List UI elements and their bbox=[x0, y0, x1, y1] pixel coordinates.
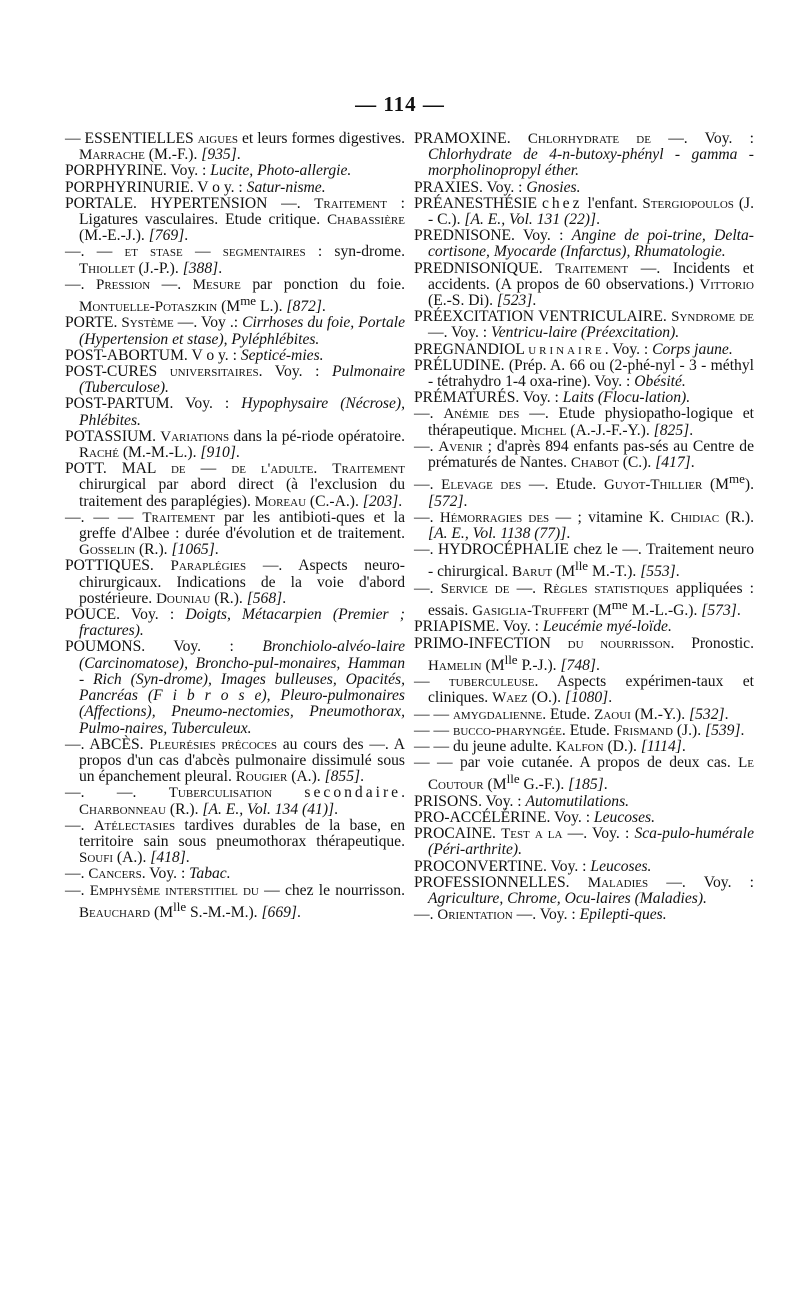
index-entry: —. Pression —. Mesure par ponction du foie. Montuelle-Potaszkin ($M^{me}$ L.). [872]. bbox=[65, 275, 405, 316]
index-entry: — ESSENTIELLES aigues et leurs formes digestives. Marrache (M.-F.). [935]. bbox=[65, 130, 405, 164]
index-column-right bbox=[414, 131, 754, 923]
index-entry: PRIAPISME. Voy. : Leucémie myé-loïde. bbox=[414, 618, 672, 636]
index-entry: POTTIQUES. Paraplégies —. Aspects neuro-chirurgicaux. Indications de la voie d'abord postérieure. Douniau (R.). [568]. bbox=[65, 557, 405, 607]
index-entry: PRAMOXINE. Chlorhydrate de —. Voy. : Chlorhydrate de 4-n-butoxy-phényl - gamma - morpholinopropyl éther. bbox=[414, 130, 755, 180]
index-entry: PORPHYRINURIE. V o y. : Satur-nisme. bbox=[65, 178, 326, 196]
index-entry: — tuberculeuse. Aspects expérimen-taux et cliniques. Waez (O.). [1080]. bbox=[414, 673, 754, 707]
index-entry: PROCONVERTINE. Voy. : Leucoses. bbox=[414, 857, 652, 875]
index-entry: —. Hémorragies des — ; vitamine K. Chidiac (R.). [A. E., Vol. 1138 (77)]. bbox=[414, 508, 754, 543]
index-entry: PRISONS. Voy. : Automutilations. bbox=[414, 792, 630, 810]
index-entry: POST-PARTUM. Voy. : Hypophysaire (Nécrose), Phlébites. bbox=[65, 395, 405, 429]
index-entry: —. HYDROCÉPHALIE chez le —. Traitement neuro - chirurgical. Barut ($M^{lle}$ M.-T.). [553]. bbox=[414, 541, 754, 581]
index-entry: PREDNISONIQUE. Traitement —. Incidents et accidents. (A propos de 60 observations.) Vittorio (E.-S. Di). [523]. bbox=[414, 259, 754, 310]
index-entry: — — bucco-pharyngée. Etude. Frismand (J.). [539]. bbox=[414, 721, 745, 739]
index-entry: PRO-ACCÉLÉRINE. Voy. : Leucoses. bbox=[414, 809, 655, 827]
index-entry: PROFESSIONNELLES. Maladies —. Voy. : Agriculture, Chrome, Ocu-laires (Maladies). bbox=[414, 873, 754, 908]
index-entry: —. — et stase — segmentaires : syn-drome. Thiollet (J.-P.). [388]. bbox=[65, 243, 405, 277]
index-entry: —. Elevage des —. Etude. Guyot-Thillier $(M^{me})$. [572]. bbox=[414, 471, 755, 510]
index-entry: —. Orientation —. Voy. : Epilepti-ques. bbox=[414, 906, 667, 924]
index-entry: POUMONS. Voy. : Bronchiolo-alvéo-laire (Carcinomatose), Broncho-pul-monaires, Hamman - Rich (Syn-drome), Images bulleuses, Opacités, Pancréas (F i b r o s e), Pleuro-pulmonaires (Affections), Pneumo-nectomies, Pneumothorax, Pulmo-naires, Tuberculeux. bbox=[65, 638, 405, 737]
index-entry: PROCAINE. Test a la —. Voy. : Sca-pulo-humérale (Péri-arthrite). bbox=[414, 825, 754, 859]
index-entry: —. Service de —. Règles statistiques appliquées : essais. Gasiglia-Truffert ($M^{me}$ M.-L.-G.). [573]. bbox=[414, 579, 754, 620]
index-entry: —. Avenir ; d'après 894 enfants pas-sés au Centre de prématurés de Nantes. Chabot (C.). [417]. bbox=[414, 437, 754, 472]
index-entry: — — par voie cutanée. A propos de deux cas. Le Coutour ($M^{lle}$ G.-F.). [185]. bbox=[414, 754, 754, 794]
index-entry: PRÉANESTHÉSIE chez l'enfant. Stergiopoulos (J. - C.). [A. E., Vol. 131 (22)]. bbox=[414, 194, 754, 229]
index-entry: PORPHYRINE. Voy. : Lucite, Photo-allergie. bbox=[65, 162, 352, 180]
index-entry: —. Anémie des —. Etude physiopatho-logique et thérapeutique. Michel (A.-J.-F.-Y.). [825]. bbox=[414, 405, 754, 439]
index-entry: POUCE. Voy. : Doigts, Métacarpien (Premier ; fractures). bbox=[65, 606, 406, 640]
index-entry: POTASSIUM. Variations dans la pé-riode opératoire. Raché (M.-M.-L.). [910]. bbox=[65, 427, 405, 462]
page-number: — 114 — bbox=[355, 92, 445, 116]
index-entry: —. —. Tuberculisation secondaire. Charbonneau (R.). [A. E., Vol. 134 (41)]. bbox=[65, 784, 405, 818]
index-entry: —. Emphysème interstitiel du — chez le nourrisson. Beauchard ($M^{lle}$ S.-M.-M.). [669]. bbox=[65, 881, 405, 921]
index-entry: —. Atélectasies tardives durables de la base, en territoire sain sous pneumothorax thérapeutique. Soufi (A.). [418]. bbox=[65, 816, 405, 867]
index-entry: PRAXIES. Voy. : Gnosies. bbox=[414, 178, 581, 196]
index-entry: PRIMO-INFECTION du nourrisson. Pronostic. Hamelin ($M^{lle}$ P.-J.). [748]. bbox=[414, 634, 754, 675]
index-entry: —. Cancers. Voy. : Tabac. bbox=[65, 865, 231, 883]
index-entry: —. — — Traitement par les antibioti-ques et la greffe d'Albee : durée d'évolution et de traitement. Gosselin (R.). [1065]. bbox=[65, 508, 406, 559]
index-entry: POST-ABORTUM. V o y. : Septicé-mies. bbox=[65, 346, 324, 364]
index-entry: —. ABCÈS. Pleurésies précoces au cours des —. A propos d'un cas d'abcès pulmonaire dissimulé sous un épanchement pleural. Rougier (A.). [855]. bbox=[65, 735, 405, 786]
index-entry: — — du jeune adulte. Kalfon (D.). [1114]. bbox=[414, 738, 686, 756]
index-entry: PRÉEXCITATION VENTRICULAIRE. Syndrome de —. Voy. : Ventricu-laire (Préexcitation). bbox=[414, 308, 754, 342]
index-entry: — — amygdalienne. Etude. Zaoui (M.-Y.). [532]. bbox=[414, 705, 729, 723]
index-entry: PRÉLUDINE. (Prép. A. 66 ou (2-phé-nyl - 3 - méthyl - tétrahydro 1-4 oxa-rine). Voy. : Obésité. bbox=[414, 356, 754, 391]
index-entry: PREDNISONE. Voy. : Angine de poi-trine, Delta-cortisone, Myocarde (Infarctus), Rhumatologie. bbox=[414, 227, 754, 261]
index-entry: PREGNANDIOL urinaire. Voy. : Corps jaune. bbox=[414, 340, 733, 358]
index-entry: POST-CURES universitaires. Voy. : Pulmonaire (Tuberculose). bbox=[65, 363, 406, 397]
index-column-left bbox=[65, 131, 405, 921]
index-entry: POTT. MAL de — de l'adulte. Traitement chirurgical par abord direct (à l'exclusion du traitement des paraplégies). Moreau (C.-A.). [203]. bbox=[65, 460, 405, 510]
index-entry: PORTE. Système —. Voy .: Cirrhoses du foie, Portale (Hypertension et stase), Pyléphlébites. bbox=[65, 314, 405, 348]
index-entry: PRÉMATURÉS. Voy. : Laits (Flocu-lation). bbox=[414, 389, 691, 407]
index-entry: PORTALE. HYPERTENSION —. Traitement : Ligatures vasculaires. Etude critique. Chabassière (M.-E.-J.). [769]. bbox=[65, 194, 405, 245]
